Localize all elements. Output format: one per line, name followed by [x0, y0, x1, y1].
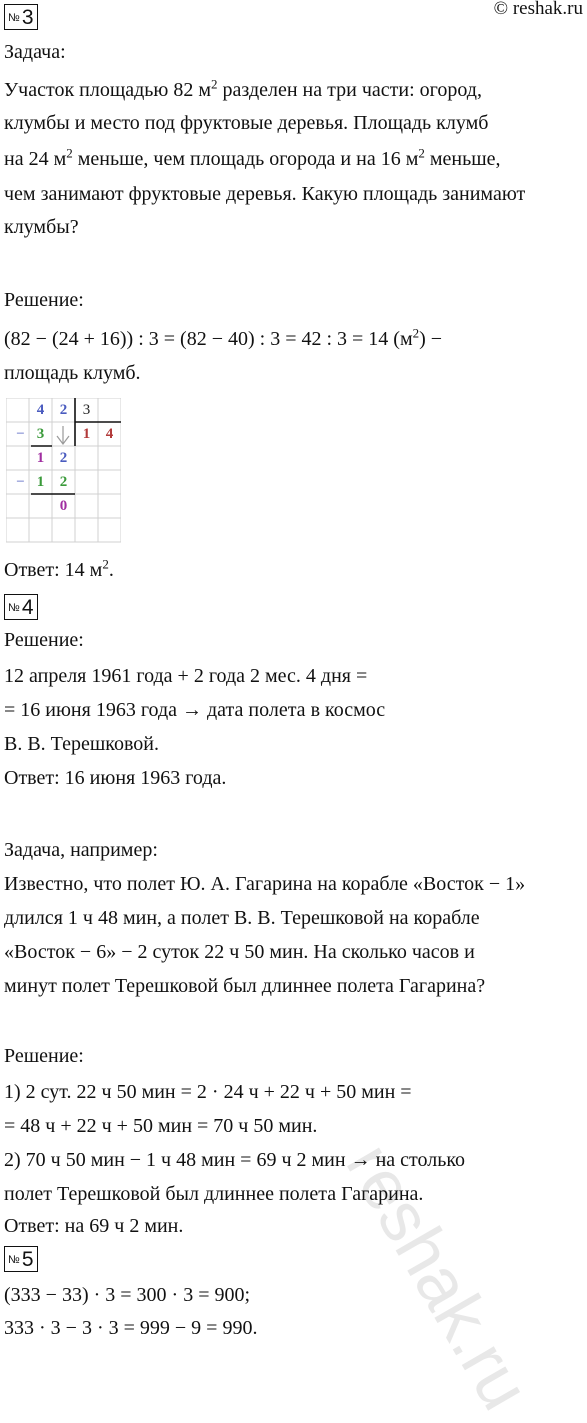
task4-task-label: Задача, например: [4, 839, 158, 861]
task-number-5 [4, 1246, 38, 1272]
task4-solution-label: Решение: [4, 629, 84, 651]
text: . [108, 559, 114, 581]
task3-text-line-5: клумбы? [4, 216, 79, 238]
brought-down-digit: 2 [59, 450, 68, 466]
task4-line-1: 12 апреля 1961 года + 2 года 2 мес. 4 дня = [4, 665, 368, 687]
superscript: 2 [66, 145, 73, 161]
task4-task-line-3: «Восток − 6» − 2 суток 22 ч 50 мин. На сколько часов и [4, 941, 475, 963]
bring-down-arrow-icon [57, 426, 69, 444]
task3-solution-label: Решение: [4, 289, 84, 311]
text: Участок площадью 82 м [4, 79, 212, 101]
task4-answer: Ответ: 16 июня 1963 года. [4, 767, 227, 789]
quotient-digit: 4 [105, 426, 114, 442]
task4-line-2: = 16 июня 1963 года → дата полета в космос [4, 699, 386, 721]
task4-solution2-line-2: = 48 ч + 22 ч + 50 мин = 70 ч 50 мин. [4, 1115, 318, 1137]
number-value: 5 [21, 1248, 34, 1271]
superscript: 2 [418, 145, 425, 161]
task3-formula [4, 327, 442, 351]
task4-solution2-line-3: 2) 70 ч 50 мин − 1 ч 48 мин = 69 ч 2 мин → на столько [4, 1149, 466, 1171]
task4-task-line-2: длился 1 ч 48 мин, а полет В. В. Терешковой на корабле [4, 907, 480, 929]
task5-line-1: (333 − 33) · 3 = 300 · 3 = 900; [4, 1284, 251, 1306]
task3-text-line-3 [4, 147, 501, 171]
number-prefix: № [8, 602, 20, 614]
task4-task-line-1: Известно, что полет Ю. А. Гагарина на корабле «Восток − 1» [4, 873, 526, 895]
superscript: 2 [102, 556, 109, 572]
task4-solution2-label: Решение: [4, 1045, 84, 1067]
task4-line-3: В. В. Терешковой. [4, 733, 159, 755]
site-name: © reshak.ru [493, 0, 583, 19]
text: на 24 м [4, 148, 67, 170]
text: меньше, чем площадь огорода и на 16 м [72, 148, 419, 170]
task-number-3 [4, 4, 38, 30]
subtrahend-digit: 3 [36, 426, 45, 442]
text: разделен на три части: огород, [217, 79, 482, 101]
dividend-digit: 4 [36, 402, 45, 418]
remainder-digit: 1 [36, 450, 45, 466]
superscript: 2 [412, 325, 420, 341]
text: Ответ: 14 м [4, 559, 103, 581]
watermark: reshak.ru [331, 1130, 546, 1423]
task4-solution2-answer: Ответ: на 69 ч 2 мин. [4, 1215, 184, 1237]
text: меньше, [424, 148, 501, 170]
task5-line-2: 333 · 3 − 3 · 3 = 999 − 9 = 990. [4, 1317, 258, 1339]
text: ) − [419, 328, 443, 350]
long-division [6, 398, 121, 573]
task4-solution2-line-1: 1) 2 сут. 22 ч 50 мин = 2 · 24 ч + 22 ч + 50 мин = [4, 1081, 412, 1103]
task4-task-line-4: минут полет Терешковой был длиннее полета Гагарина? [4, 975, 486, 997]
superscript: 2 [211, 76, 218, 92]
task3-formula-tail: площадь клумб. [4, 362, 141, 384]
task3-label: Задача: [4, 41, 66, 63]
divisor: 3 [82, 402, 91, 418]
final-remainder: 0 [59, 498, 68, 514]
subtrahend-digit: 2 [59, 474, 68, 490]
number-value: 3 [21, 6, 34, 29]
task3-text-line-4: чем занимают фруктовые деревья. Какую площадь занимают [4, 183, 526, 205]
dividend-digit: 2 [59, 402, 68, 418]
quotient-digit: 1 [82, 426, 91, 442]
number-prefix: № [8, 1254, 20, 1266]
task4-solution2-line-4: полет Терешковой был длиннее полета Гагарина. [4, 1183, 424, 1205]
task3-text-line-1 [4, 78, 482, 102]
task3-text-line-2: клумбы и место под фруктовые деревья. Площадь клумб [4, 112, 489, 134]
subtrahend-digit: 1 [36, 474, 45, 490]
task-number-4 [4, 594, 38, 620]
number-value: 4 [21, 596, 34, 619]
text: (82 − (24 + 16)) : 3 = (82 − 40) : 3 = 42 : 3 = 14 (м [4, 328, 413, 350]
minus-sign: − [16, 426, 25, 442]
task3-answer [4, 558, 114, 582]
number-prefix: № [8, 12, 20, 24]
minus-sign: − [16, 474, 25, 490]
